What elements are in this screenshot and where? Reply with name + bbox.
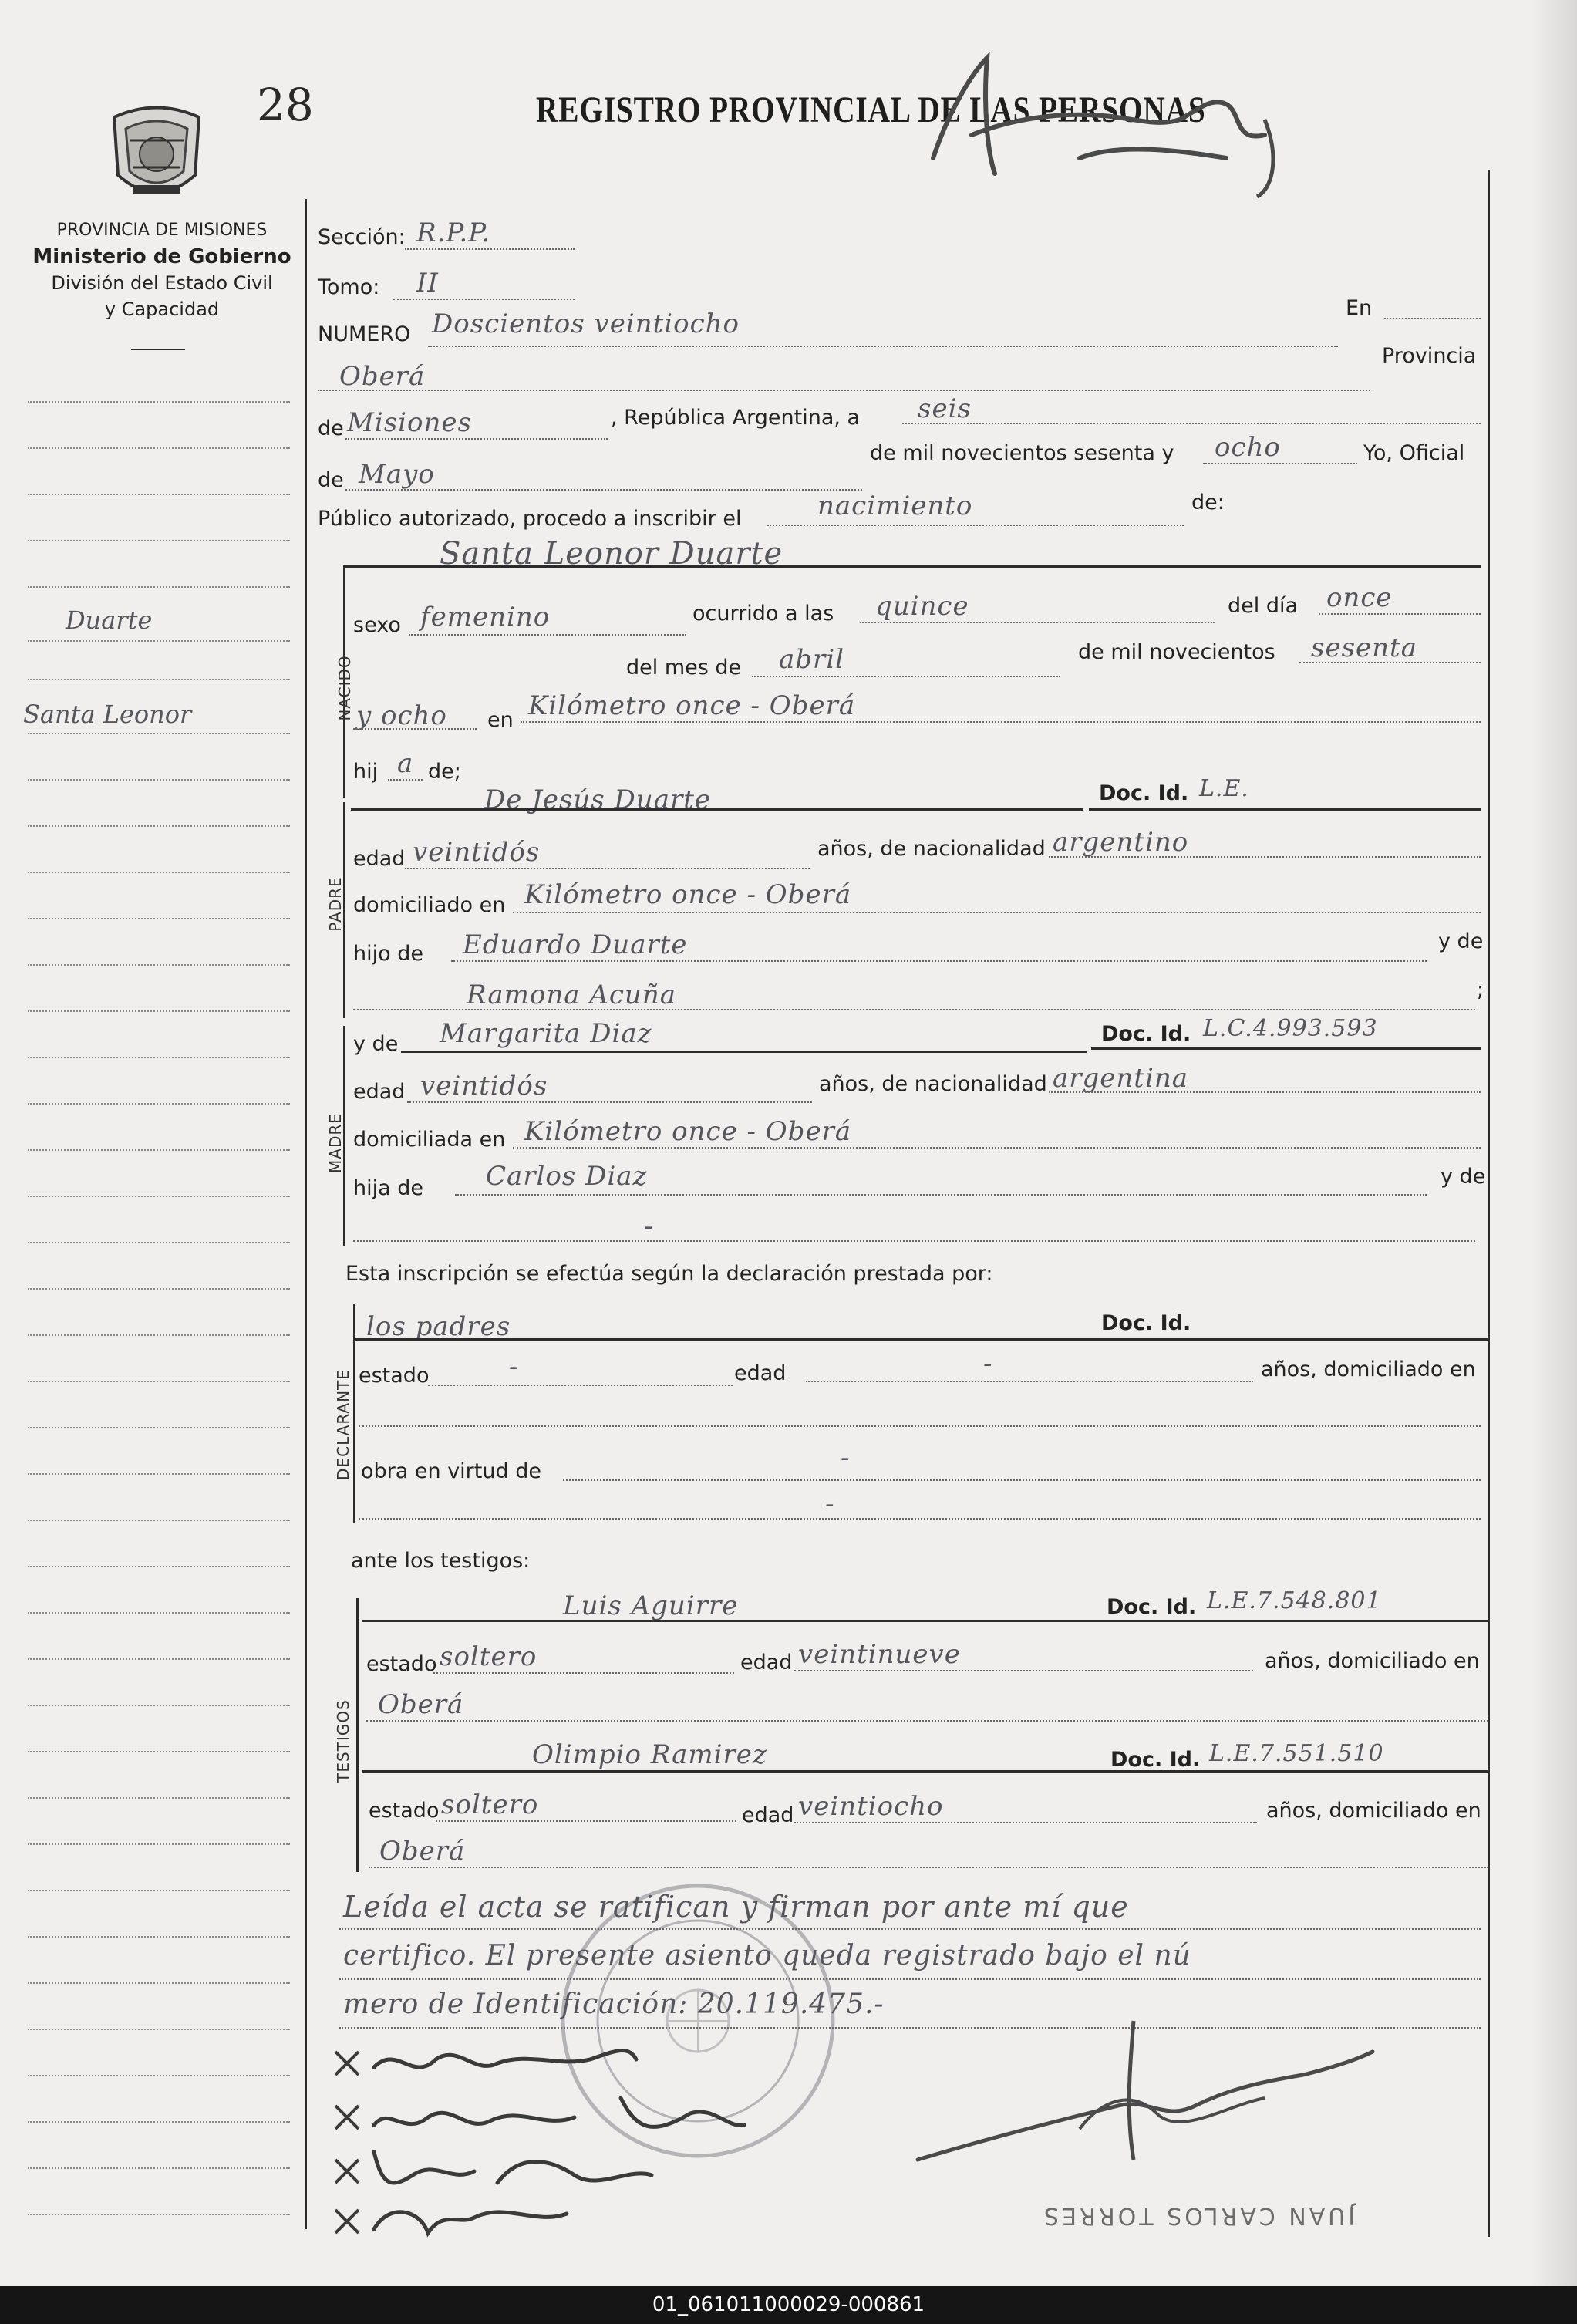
declarante-edad-label: edad bbox=[734, 1361, 787, 1385]
closing-line-2: certifico. El presente asiento queda registrado bajo el nú bbox=[343, 1940, 1191, 1972]
testigo-1-edad-value: veintinueve bbox=[798, 1639, 961, 1670]
madre-yde-label-2: y de bbox=[1441, 1165, 1486, 1189]
tomo-value: II bbox=[416, 268, 439, 299]
testigo-1-doc-value: L.E.7.548.801 bbox=[1207, 1587, 1382, 1614]
madre-doc-label: Doc. Id. bbox=[1101, 1022, 1191, 1046]
nacido-name-line bbox=[343, 565, 1481, 568]
seccion-value: R.P.P. bbox=[416, 218, 490, 248]
testigo-2-doc-value: L.E.7.551.510 bbox=[1209, 1740, 1384, 1767]
seccion-label: Sección: bbox=[318, 225, 406, 249]
page-title: REGISTRO PROVINCIAL DE LAS PERSONAS bbox=[536, 89, 1206, 130]
declarante-name-line bbox=[355, 1338, 1095, 1341]
padre-edad-value: veintidós bbox=[413, 837, 541, 868]
testigo-2-nombre: Olimpio Ramirez bbox=[532, 1739, 767, 1770]
padre-doc-label: Doc. Id. bbox=[1099, 781, 1189, 805]
padre-madre-value: Ramona Acuña bbox=[467, 980, 676, 1010]
closing-line-1: Leída el acta se ratifican y firman por ante mí que bbox=[343, 1890, 1129, 1924]
declarante-section-label: DECLARANTE bbox=[334, 1369, 352, 1480]
sexo-label: sexo bbox=[353, 613, 401, 637]
anio-label: de mil novecientos sesenta y bbox=[870, 441, 1174, 465]
dia-label: del día bbox=[1228, 594, 1299, 618]
lugar-value: Kilómetro once - Oberá bbox=[528, 690, 856, 721]
testigo-2-anios-label: años, domiciliado en bbox=[1266, 1799, 1481, 1823]
padre-semicolon: ; bbox=[1477, 978, 1484, 1002]
padre-edad-label: edad bbox=[353, 847, 406, 871]
nacido-section-label: NACIDO bbox=[335, 655, 354, 721]
testigo-2-domicilio: Oberá bbox=[379, 1836, 466, 1867]
de-label-2: de bbox=[318, 468, 344, 492]
hora-label: ocurrido a las bbox=[692, 602, 834, 626]
madre-madre-value: - bbox=[644, 1211, 654, 1242]
provincia-label: Provincia bbox=[1382, 344, 1477, 368]
page-number: 28 bbox=[257, 79, 314, 131]
madre-nombre: Margarita Diaz bbox=[440, 1018, 652, 1049]
top-signature bbox=[902, 42, 1319, 204]
form-right-rule bbox=[1488, 170, 1490, 2237]
hij-de-label: de; bbox=[428, 760, 461, 784]
testigo-1-nombre: Luis Aguirre bbox=[563, 1590, 739, 1621]
official-name-stamp: JUAN CARLOS TORRES bbox=[1041, 2202, 1356, 2229]
testigo-1-name-line bbox=[362, 1620, 1103, 1622]
issuing-authority bbox=[8, 218, 316, 322]
madre-dom-label: domiciliada en bbox=[353, 1128, 506, 1152]
acto-value: nacimiento bbox=[817, 491, 973, 521]
testigo-2-doc-label: Doc. Id. bbox=[1110, 1748, 1201, 1772]
dia-value: once bbox=[1326, 582, 1393, 613]
org-ministry: Ministerio de Gobierno bbox=[32, 245, 291, 268]
mes-value: abril bbox=[779, 644, 845, 675]
org-division: División del Estado Civil bbox=[51, 272, 273, 294]
padre-doc-value: L.E. bbox=[1199, 775, 1249, 802]
de-colon-label: de: bbox=[1191, 491, 1225, 514]
org-capacity: y Capacidad bbox=[104, 299, 220, 320]
anio-nac-value: sesenta bbox=[1311, 632, 1417, 663]
madre-edad-value: veintidós bbox=[420, 1071, 548, 1101]
padre-nombre: De Jesús Duarte bbox=[484, 784, 712, 815]
hij-label: hij bbox=[353, 760, 379, 784]
hij-suffix: a bbox=[397, 748, 414, 779]
en-label: En bbox=[1346, 296, 1373, 320]
testigos-section-label: TESTIGOS bbox=[334, 1699, 352, 1783]
padre-name-line bbox=[351, 808, 1083, 811]
closing-line-3: mero de Identificación: 20.119.475.- bbox=[343, 1988, 885, 2020]
padre-dom-label: domiciliado en bbox=[353, 893, 506, 917]
madre-yde-label: y de bbox=[353, 1032, 399, 1056]
padre-nac-value: argentino bbox=[1053, 827, 1189, 858]
testigo-1-anios-label: años, domiciliado en bbox=[1265, 1649, 1480, 1673]
madre-edad-label: edad bbox=[353, 1080, 406, 1104]
declarante-estado-value: - bbox=[509, 1351, 519, 1382]
madre-doc-value: L.C.4.993.593 bbox=[1203, 1015, 1378, 1042]
anio-nac-value-2: y ocho bbox=[356, 700, 447, 731]
testigo-2-estado-value: soltero bbox=[441, 1789, 539, 1820]
padre-section-label: PADRE bbox=[326, 876, 345, 932]
declarante-anios-label: años, domiciliado en bbox=[1261, 1358, 1476, 1381]
madre-dom-value: Kilómetro once - Oberá bbox=[524, 1116, 852, 1147]
declarante-edad-value: - bbox=[983, 1348, 993, 1379]
tomo-label: Tomo: bbox=[318, 275, 380, 299]
testigo-2-edad-label: edad bbox=[742, 1803, 794, 1827]
provincial-seal-icon bbox=[99, 94, 214, 210]
declarante-nombre: los padres bbox=[366, 1311, 511, 1342]
madre-nac-value: argentina bbox=[1053, 1063, 1189, 1094]
signature-witness-2 bbox=[328, 2187, 760, 2256]
anio-nac-label: de mil novecientos bbox=[1078, 640, 1275, 664]
testigo-2-estado-label: estado bbox=[369, 1799, 440, 1823]
nacido-nombre: Santa Leonor Duarte bbox=[440, 536, 783, 572]
margin-given-names: Santa Leonor bbox=[23, 700, 192, 729]
madre-nac-label: años, de nacionalidad bbox=[819, 1072, 1047, 1096]
declarante-obra-value: - bbox=[841, 1442, 851, 1473]
localidad-value: Oberá bbox=[339, 361, 426, 392]
yo-oficial-label: Yo, Oficial bbox=[1363, 441, 1465, 465]
testigo-1-domicilio: Oberá bbox=[378, 1689, 464, 1720]
image-filename: 01_061011000029-000861 bbox=[0, 2286, 1577, 2324]
republica-label: , República Argentina, a bbox=[611, 406, 861, 430]
testigo-2-edad-value: veintiocho bbox=[798, 1791, 944, 1822]
padre-dom-value: Kilómetro once - Oberá bbox=[524, 879, 852, 910]
de-label: de bbox=[318, 417, 344, 440]
declarante-obra-value-2: - bbox=[825, 1489, 835, 1520]
declaracion-intro: Esta inscripción se efectúa según la declaración prestada por: bbox=[345, 1262, 993, 1286]
padre-padre-value: Eduardo Duarte bbox=[463, 929, 688, 960]
declarante-obra-label: obra en virtud de bbox=[361, 1459, 541, 1483]
numero-value: Doscientos veintiocho bbox=[432, 309, 740, 339]
declarante-estado-label: estado bbox=[359, 1364, 430, 1388]
official-signature bbox=[902, 2005, 1380, 2206]
madre-name-line bbox=[401, 1051, 1087, 1053]
fecha-mes-value: Mayo bbox=[359, 459, 435, 490]
mes-label: del mes de bbox=[626, 656, 742, 680]
publico-label: Público autorizado, procedo a inscribir el bbox=[318, 507, 742, 531]
margin-surname: Duarte bbox=[66, 605, 153, 635]
hora-value: quince bbox=[875, 591, 969, 622]
testigo-1-estado-value: soltero bbox=[440, 1641, 537, 1672]
padre-nac-label: años, de nacionalidad bbox=[817, 837, 1046, 861]
padre-yde-label: y de bbox=[1438, 929, 1484, 953]
madre-hija-label: hija de bbox=[353, 1176, 423, 1200]
numero-label: NUMERO bbox=[318, 322, 411, 346]
testigo-1-estado-label: estado bbox=[366, 1652, 437, 1676]
testigo-1-doc-label: Doc. Id. bbox=[1107, 1595, 1197, 1619]
form-left-rule bbox=[305, 199, 307, 2229]
testigo-1-edad-label: edad bbox=[740, 1651, 793, 1675]
madre-padre-value: Carlos Diaz bbox=[486, 1161, 648, 1192]
fecha-anio-value: ocho bbox=[1215, 432, 1281, 463]
madre-section-label: MADRE bbox=[326, 1113, 345, 1173]
testigos-intro: ante los testigos: bbox=[351, 1549, 531, 1573]
provincia-value: Misiones bbox=[347, 407, 472, 438]
testigo-2-name-line bbox=[362, 1770, 1103, 1773]
padre-hijo-label: hijo de bbox=[353, 942, 423, 966]
org-province: PROVINCIA DE MISIONES bbox=[56, 221, 268, 240]
lugar-en-label: en bbox=[487, 708, 514, 732]
declarante-doc-label: Doc. Id. bbox=[1101, 1311, 1191, 1335]
sexo-value: femenino bbox=[420, 602, 551, 632]
fecha-dia-value: seis bbox=[918, 393, 972, 424]
